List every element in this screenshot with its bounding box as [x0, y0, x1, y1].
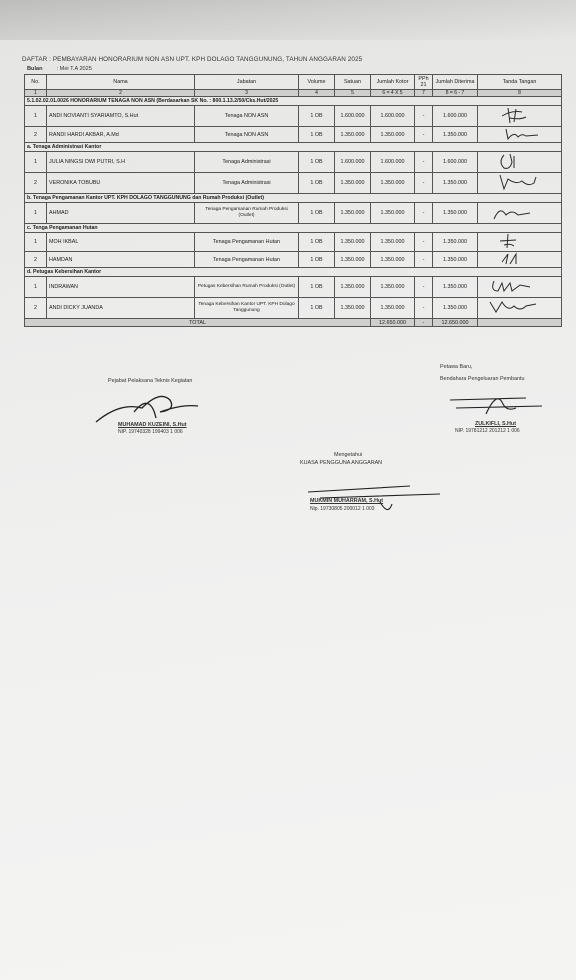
cell-pph: - [415, 252, 433, 268]
cell-signature [478, 277, 562, 298]
table-row [25, 106, 562, 127]
cell-signature [478, 127, 562, 143]
paper-fold-shadow [0, 0, 576, 40]
pptk-title: Pejabat Pelaksana Teknis Kegiatan [108, 378, 193, 384]
cell-kotor: 1.350.000 [371, 252, 415, 268]
cell-volume: 1 OB [299, 233, 335, 252]
kpa-signature [300, 474, 450, 520]
cell-pph: - [415, 173, 433, 194]
kpa-title: KUASA PENGGUNA ANGGARAN [300, 460, 383, 466]
colnum: 4 [299, 90, 335, 97]
cell-diterima: 1.350.000 [433, 233, 478, 252]
cell-nama: VERONIKA TOBUBU [47, 173, 195, 194]
cell-diterima: 1.350.000 [433, 252, 478, 268]
cell-no: 2 [25, 298, 47, 319]
cell-nama: JULIA NINGSI DWI PUTRI, S.H [47, 152, 195, 173]
cell-pph: - [415, 203, 433, 224]
cell-jabatan: Tenaga NON ASN [195, 106, 299, 127]
section-row [25, 268, 562, 277]
header-jumlah-kotor: Jumlah Kotor [371, 75, 415, 90]
cell-kotor: 1.350.000 [371, 233, 415, 252]
colnum: 8 [478, 90, 562, 97]
cell-diterima: 1.600.000 [433, 152, 478, 173]
cell-no: 1 [25, 106, 47, 127]
section-d-label: d. Petugas Kebersihan Kantor [25, 268, 562, 277]
header-volume: Volume [299, 75, 335, 90]
cell-nama: ANDI DICKY JUANDA [47, 298, 195, 319]
cell-satuan: 1.350.000 [335, 233, 371, 252]
cell-no: 1 [25, 152, 47, 173]
section-c-label: c. Tenga Pengamanan Hutan [25, 224, 562, 233]
cell-jabatan: Tenaga Kebersihan Kantor UPT. KPH Dolago Tanggunung [195, 298, 299, 319]
cell-diterima: 1.600.000 [433, 106, 478, 127]
cell-diterima: 1.350.000 [433, 173, 478, 194]
pptk-name: MUHAMAD KUZEINI, S.Hut [118, 422, 187, 428]
colnum: 7 [415, 90, 433, 97]
signature-mark [480, 106, 558, 124]
pptk-nip: NIP. 19740328 199403 1 006 [118, 429, 183, 435]
payment-table [24, 74, 562, 327]
cell-nama: AHMAD [47, 203, 195, 224]
cell-nama: MOH IKBAL [47, 233, 195, 252]
table-header-row [25, 75, 562, 90]
cell-satuan: 1.600.000 [335, 106, 371, 127]
cell-volume: 1 OB [299, 298, 335, 319]
cell-no: 1 [25, 233, 47, 252]
kpa-nip: Nip. 19730805 200012 1 003 [310, 506, 375, 512]
colnum: 3 [195, 90, 299, 97]
header-jabatan: Jabatan [195, 75, 299, 90]
kpa-name: MUKMIN MUHARRAM, S.Hut [310, 498, 384, 504]
cell-jabatan: Tenaga Administrasi [195, 152, 299, 173]
cell-kotor: 1.350.000 [371, 203, 415, 224]
cell-pph: - [415, 106, 433, 127]
cell-volume: 1 OB [299, 173, 335, 194]
column-number-row [25, 90, 562, 97]
cell-nama: INDRAWAN [47, 277, 195, 298]
cell-signature [478, 298, 562, 319]
cell-volume: 1 OB [299, 277, 335, 298]
cell-kotor: 1.350.000 [371, 298, 415, 319]
cell-kotor: 1.350.000 [371, 173, 415, 194]
signature-mark [480, 203, 558, 221]
cell-signature [478, 252, 562, 268]
section-row [25, 224, 562, 233]
cell-signature [478, 152, 562, 173]
total-diterima: 12.650.000 [433, 319, 478, 327]
cell-volume: 1 OB [299, 127, 335, 143]
cell-diterima: 1.350.000 [433, 298, 478, 319]
bulan-label: Bulan [27, 66, 43, 72]
cell-diterima: 1.350.000 [433, 127, 478, 143]
header-satuan: Satuan [335, 75, 371, 90]
table-row [25, 152, 562, 173]
cell-satuan: 1.350.000 [335, 277, 371, 298]
cell-signature [478, 233, 562, 252]
period-line [27, 66, 92, 72]
table-row [25, 233, 562, 252]
section-main-label: 5.1.02.02.01.0026 HONORARIUM TENAGA NON ASN (Berdasarkan SK No. : 800.1.13.2/50/Cks.Hut/2025 [25, 97, 562, 106]
section-row [25, 194, 562, 203]
cell-jabatan: Tenaga NON ASN [195, 127, 299, 143]
signature-mark [480, 173, 558, 191]
header-tanda-tangan: Tanda Tangan [478, 75, 562, 90]
cell-jabatan: Tenaga Pengamanan Rumah Produksi (Outlet) [195, 203, 299, 224]
signature-mark [480, 152, 558, 170]
place-date: Petawa Baru, [440, 364, 473, 370]
cell-satuan: 1.350.000 [335, 252, 371, 268]
cell-kotor: 1.600.000 [371, 152, 415, 173]
signature-mark [480, 127, 558, 140]
cell-pph: - [415, 233, 433, 252]
header-nama: Nama [47, 75, 195, 90]
cell-volume: 1 OB [299, 106, 335, 127]
colnum: 2 [47, 90, 195, 97]
total-label: TOTAL [25, 319, 371, 327]
table-row [25, 203, 562, 224]
cell-signature [478, 173, 562, 194]
cell-pph: - [415, 298, 433, 319]
bulan-value: : Mei T.A 2025 [56, 66, 92, 72]
total-row [25, 319, 562, 327]
bendahara-signature [446, 388, 556, 422]
bendahara-name: ZULKIFLI, S.Hut [475, 421, 517, 427]
bendahara-title: Bendahara Pengeluaran Pembantu [440, 376, 525, 382]
signature-mark [480, 277, 558, 295]
cell-diterima: 1.350.000 [433, 277, 478, 298]
section-row [25, 97, 562, 106]
cell-no: 1 [25, 203, 47, 224]
cell-satuan: 1.600.000 [335, 152, 371, 173]
cell-nama: RANDI HARDI AKBAR, A.Md [47, 127, 195, 143]
section-a-label: a. Tenaga Administrasi Kantor [25, 143, 562, 152]
signature-mark [480, 252, 558, 265]
cell-volume: 1 OB [299, 252, 335, 268]
cell-no: 2 [25, 252, 47, 268]
cell-kotor: 1.600.000 [371, 106, 415, 127]
colnum: 6 = 4 X 5 [371, 90, 415, 97]
cell-satuan: 1.350.000 [335, 298, 371, 319]
cell-signature [478, 106, 562, 127]
cell-kotor: 1.350.000 [371, 277, 415, 298]
cell-no: 2 [25, 173, 47, 194]
document-title: DAFTAR : PEMBAYARAN HONORARIUM NON ASN UPT. KPH DOLAGO TANGGUNUNG, TAHUN ANGGARAN 2025 [22, 56, 363, 63]
header-no: No. [25, 75, 47, 90]
cell-diterima: 1.350.000 [433, 203, 478, 224]
cell-pph: - [415, 127, 433, 143]
table-row [25, 298, 562, 319]
colnum: 1 [25, 90, 47, 97]
table-row [25, 252, 562, 268]
bendahara-nip: NIP. 19781212 201212 1 006 [455, 428, 520, 434]
cell-nama: HAMDAN [47, 252, 195, 268]
cell-no: 1 [25, 277, 47, 298]
header-pph21: PPh 21 [415, 75, 433, 90]
colnum: 8 = 6 - 7 [433, 90, 478, 97]
header-jumlah-diterima: Jumlah Diterima [433, 75, 478, 90]
cell-jabatan: Petugas Kebersihan Rumah Produksi (Outlet) [195, 277, 299, 298]
cell-no: 2 [25, 127, 47, 143]
total-signature-cell [478, 319, 562, 327]
cell-satuan: 1.350.000 [335, 203, 371, 224]
cell-volume: 1 OB [299, 152, 335, 173]
table-row [25, 277, 562, 298]
cell-pph: - [415, 277, 433, 298]
table-row [25, 127, 562, 143]
cell-volume: 1 OB [299, 203, 335, 224]
cell-jabatan: Tenaga Administrasi [195, 173, 299, 194]
cell-signature [478, 203, 562, 224]
section-row [25, 143, 562, 152]
total-kotor: 12.650.000 [371, 319, 415, 327]
mengetahui-label: Mengetahui [334, 452, 363, 458]
cell-jabatan: Tenaga Pengamanan Hutan [195, 252, 299, 268]
signature-mark [480, 298, 558, 316]
cell-satuan: 1.350.000 [335, 173, 371, 194]
cell-pph: - [415, 152, 433, 173]
cell-jabatan: Tenaga Pengamanan Hutan [195, 233, 299, 252]
signature-mark [480, 233, 558, 249]
cell-nama: ANDI NOVIANTI SYARIAMTO, S.Hut [47, 106, 195, 127]
colnum: 5 [335, 90, 371, 97]
total-pph: - [415, 319, 433, 327]
table-row [25, 173, 562, 194]
section-b-label: b. Tenaga Pengamanan Kantor UPT. KPH DOLAGO TANGGUNUNG dan Rumah Produksi (Outlet) [25, 194, 562, 203]
cell-kotor: 1.350.000 [371, 127, 415, 143]
cell-satuan: 1.350.000 [335, 127, 371, 143]
